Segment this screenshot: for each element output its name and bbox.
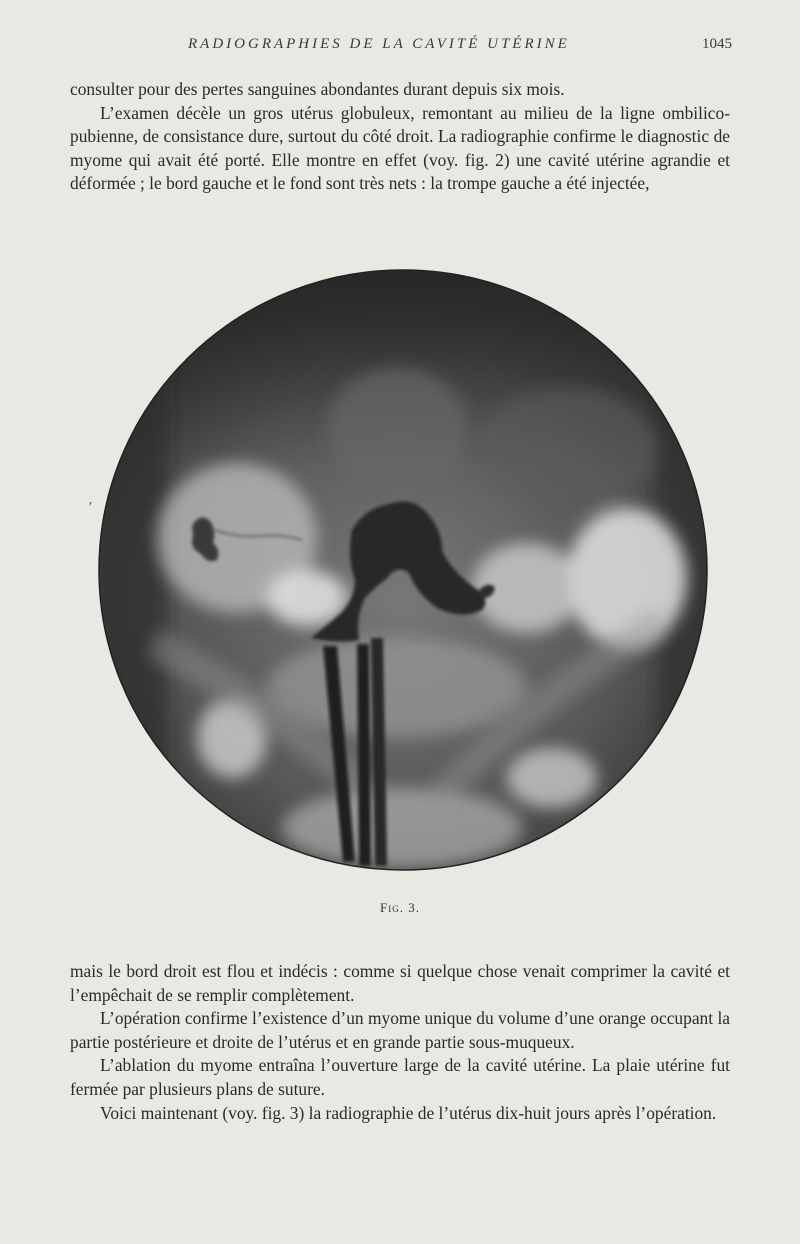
paragraph: L’ablation du myome entraîna l’ouverture large de la cavité utérine. La plaie utérine fut fermée par plusieurs plans de suture. bbox=[70, 1055, 730, 1099]
figure-caption-prefix: Fig. bbox=[380, 900, 404, 915]
paragraph: Voici maintenant (voy. fig. 3) la radiographie de l’utérus dix-huit jours après l’opération. bbox=[100, 1102, 717, 1123]
figure-caption-number: 3. bbox=[408, 900, 420, 915]
figure-caption bbox=[0, 900, 800, 916]
running-title: RADIOGRAPHIES DE LA CAVITÉ UTÉRINE bbox=[188, 36, 570, 52]
margin-mark: ’ bbox=[88, 500, 93, 515]
bottom-text-block bbox=[70, 960, 730, 1125]
page-number: 1045 bbox=[702, 36, 732, 52]
paragraph: L’examen décèle un gros utérus globuleux, remontant au milieu de la ligne ombilico-pubienne, de consistance dure, surtout du côté droit. La radiographie confirme le diagnostic de myome qui avait été porté. Elle montre en effet (voy. fig. 2) une cavité utérine agrandie et déformée ; le bord gauche et le fond sont très nets : la trompe gauche a été injectée, bbox=[70, 102, 730, 194]
paragraph: mais le bord droit est flou et indécis : comme si quelque chose venait comprimer la cavité et l’empêchait de se remplir complètement. bbox=[70, 961, 730, 1005]
radiograph-image bbox=[97, 268, 709, 872]
running-header bbox=[0, 36, 800, 58]
paragraph: L’opération confirme l’existence d’un myome unique du volume d’une orange occupant la partie postérieure et droite de l’utérus et en grande partie sous-muqueux. bbox=[70, 1008, 730, 1052]
radiograph-figure bbox=[97, 268, 709, 872]
paragraph: consulter pour des pertes sanguines abondantes durant depuis six mois. bbox=[70, 79, 565, 99]
top-text-block bbox=[70, 78, 730, 196]
